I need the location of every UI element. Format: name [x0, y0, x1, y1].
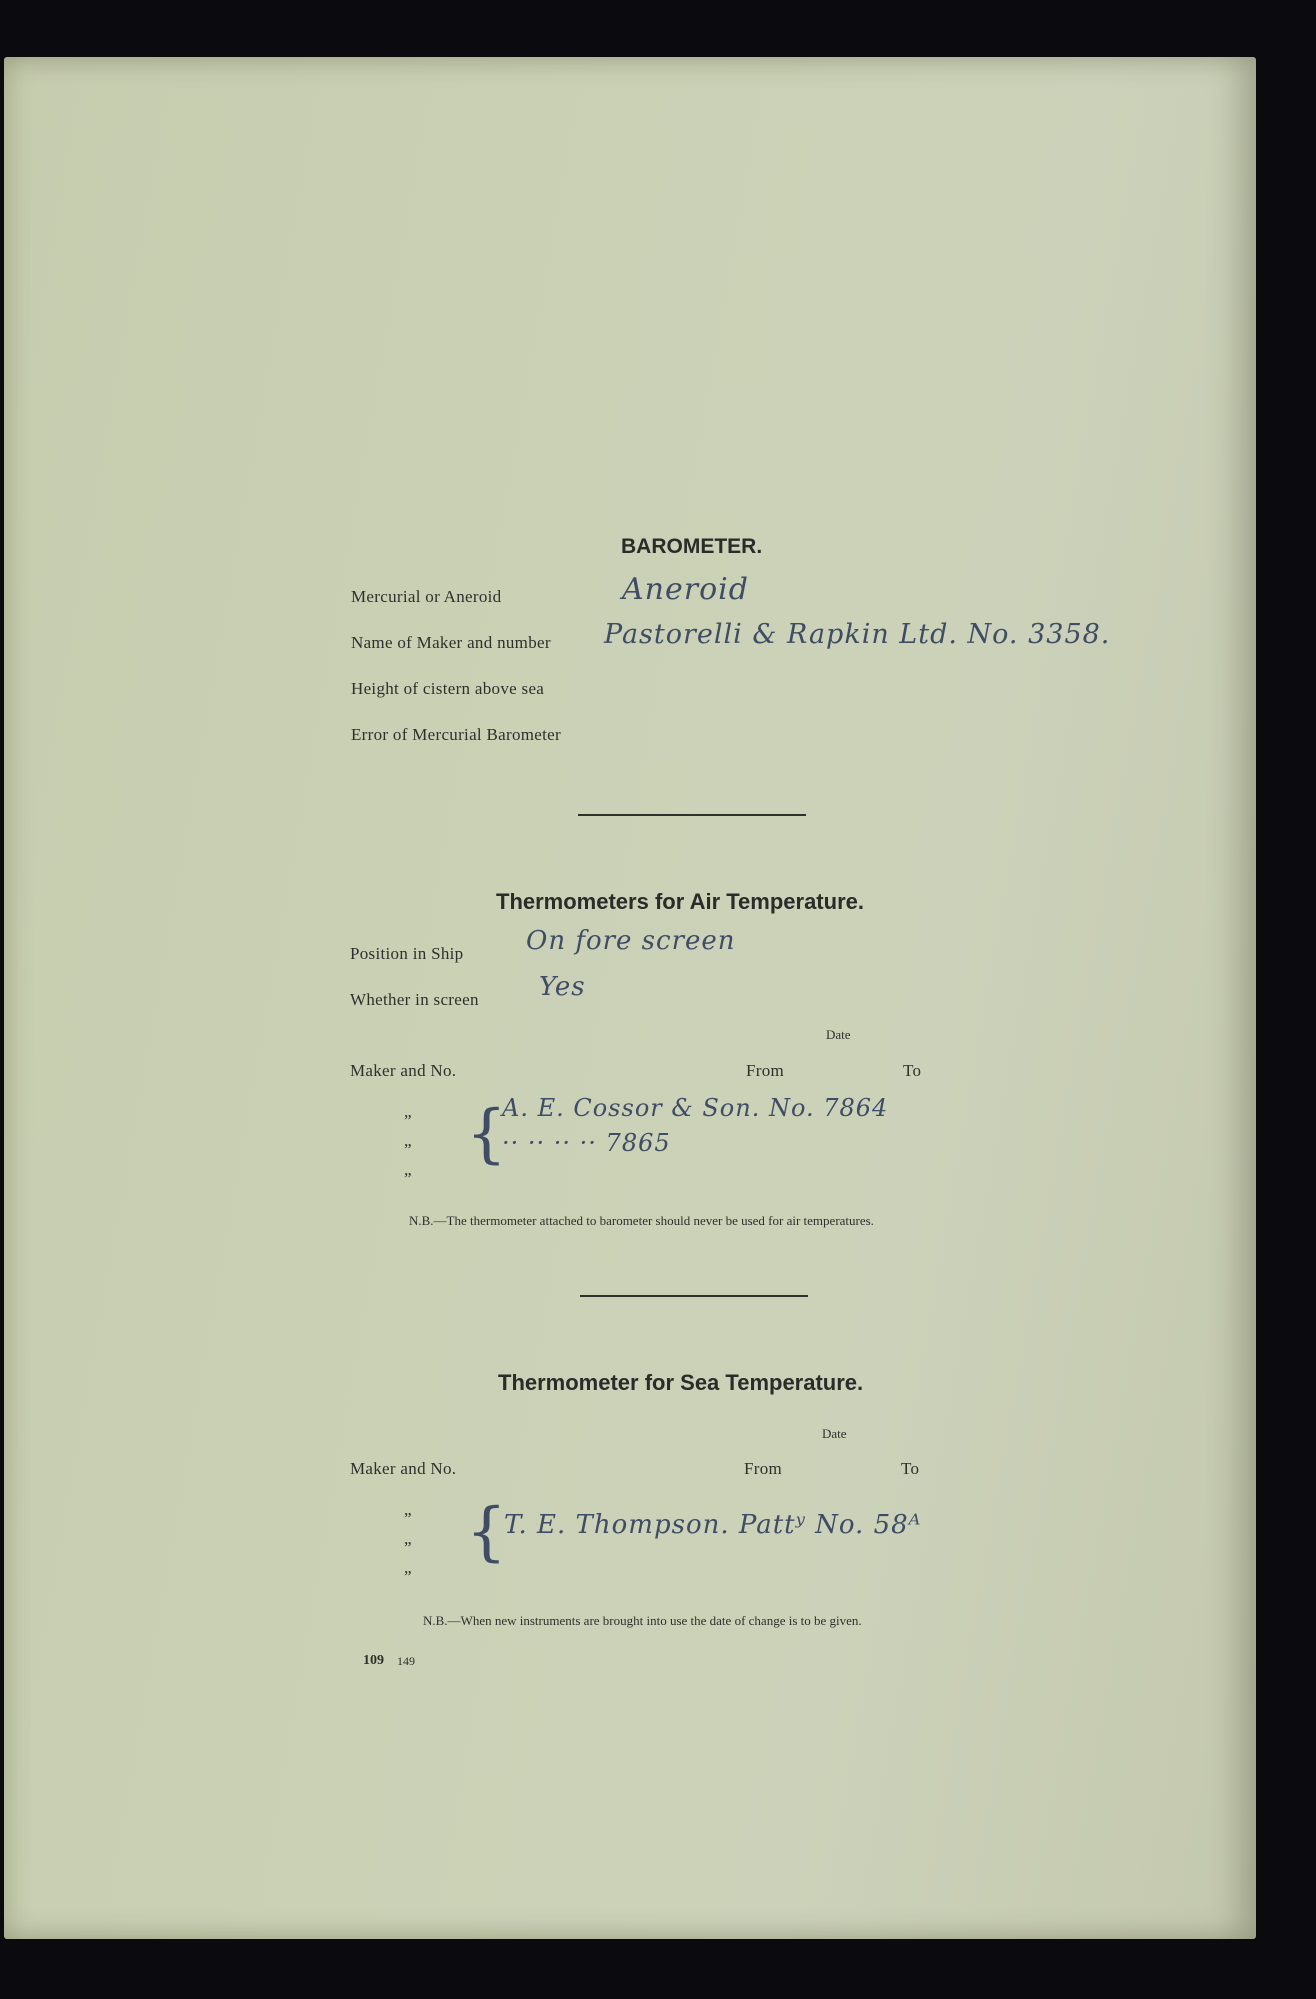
sea-to-label: To [901, 1459, 920, 1478]
air-date-label: Date [826, 1027, 851, 1042]
sea-from-label: From [744, 1459, 783, 1478]
ditto-mark: ” [404, 1111, 412, 1130]
barometer-height-label: Height of cistern above sea [351, 679, 545, 698]
sea-title: Thermometer for Sea Temperature. [498, 1370, 864, 1395]
barometer-error-label: Error of Mercurial Barometer [351, 725, 561, 744]
barometer-title: BAROMETER. [621, 535, 763, 558]
ditto-mark: ” [404, 1509, 412, 1528]
air-maker-label: Maker and No. [350, 1061, 457, 1080]
brace-mark: { [466, 1495, 507, 1569]
section-divider [578, 814, 806, 816]
brace-mark: { [466, 1097, 507, 1171]
air-screen-label: Whether in screen [350, 990, 479, 1009]
print-number: 149 [397, 1654, 415, 1668]
barometer-maker-label: Name of Maker and number [351, 633, 551, 652]
form-number: 109 [363, 1653, 384, 1668]
air-position-value: On fore screen [526, 926, 736, 956]
ditto-mark: ” [404, 1140, 412, 1159]
air-from-label: From [746, 1061, 785, 1080]
sea-entry: T. E. Thompson. Pattʸ No. 58ᴬ [504, 1510, 922, 1540]
sea-maker-label: Maker and No. [350, 1459, 457, 1478]
air-to-label: To [903, 1061, 922, 1080]
sea-date-label: Date [822, 1426, 847, 1441]
ditto-mark: ” [404, 1538, 412, 1557]
form-page [4, 57, 1256, 1939]
barometer-type-label: Mercurial or Aneroid [351, 587, 502, 606]
barometer-maker-value: Pastorelli & Rapkin Ltd. No. 3358. [604, 619, 1111, 650]
air-entry-2: ·· ·· ·· ·· 7865 [502, 1129, 671, 1157]
ditto-mark: ” [404, 1169, 412, 1188]
barometer-type-value: Aneroid [622, 572, 749, 607]
sea-note: N.B.—When new instruments are brought into use the date of change is to be given. [423, 1613, 862, 1628]
section-divider [580, 1295, 808, 1297]
air-title: Thermometers for Air Temperature. [496, 889, 864, 914]
air-screen-value: Yes [539, 972, 586, 1002]
ditto-mark: ” [404, 1567, 412, 1586]
air-note: N.B.—The thermometer attached to barometer should never be used for air temperatures. [409, 1213, 874, 1228]
air-entry-1: A. E. Cossor & Son. No. 7864 [502, 1094, 889, 1122]
air-position-label: Position in Ship [350, 944, 464, 963]
